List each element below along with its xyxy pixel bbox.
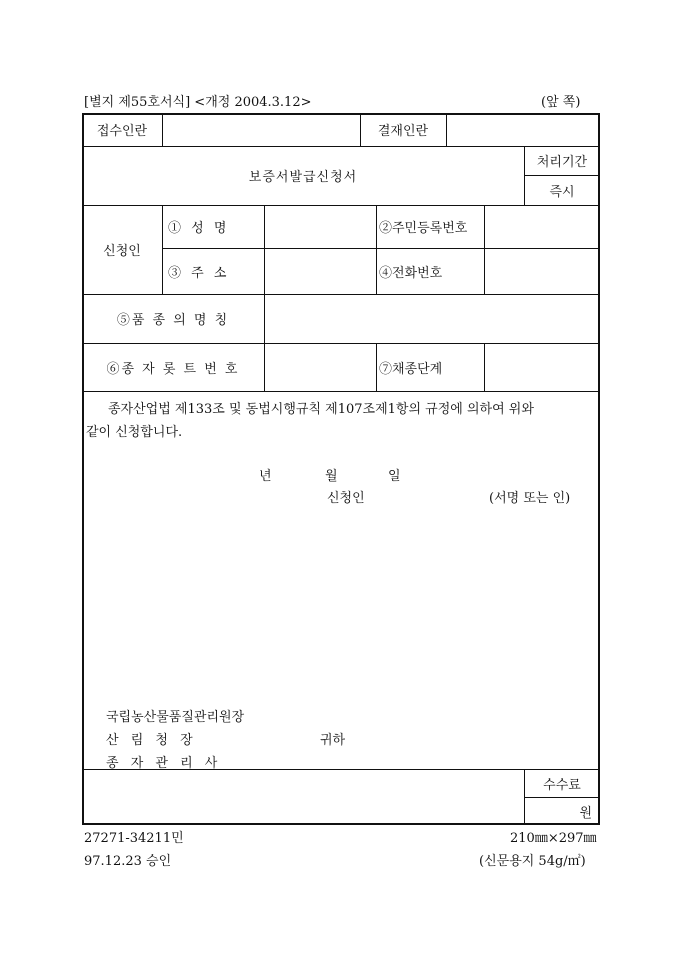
- phone-field[interactable]: [485, 249, 598, 293]
- page-side-label: (앞 쪽): [541, 95, 581, 110]
- name-label: ① 성 명: [168, 221, 230, 236]
- name-field[interactable]: [265, 206, 375, 247]
- variety-name-label: ⑤품 종 의 명 칭: [116, 313, 230, 328]
- paper-size: 210㎜×297㎜: [510, 831, 597, 846]
- resident-no-label: ②주민등록번호: [379, 221, 468, 236]
- processing-period-value: 즉시: [549, 184, 575, 200]
- fee-unit: 원: [579, 805, 592, 821]
- date-day: 일: [388, 469, 401, 484]
- statement-line-2: 같이 신청합니다.: [86, 425, 183, 440]
- form-number: [별지 제55호서식] <개정 2004.3.12>: [84, 95, 312, 110]
- form-title: 보증서발급신청서: [248, 170, 358, 185]
- receipt-field[interactable]: [163, 114, 359, 145]
- rule: [376, 205, 377, 294]
- fee-label: 수수료: [543, 777, 581, 793]
- seed-lot-label: ⑥종 자 롯 트 번 호: [106, 361, 240, 377]
- resident-no-field[interactable]: [485, 206, 598, 247]
- phone-label: ④전화번호: [379, 265, 443, 281]
- rule: [162, 205, 163, 294]
- date-year: 년: [259, 469, 272, 484]
- address-field[interactable]: [265, 249, 375, 293]
- recipient-3: 종 자 관 리 사: [106, 756, 222, 771]
- date-month: 월: [325, 469, 338, 484]
- collection-stage-field[interactable]: [485, 344, 598, 390]
- signer-label: 신청인: [327, 491, 365, 506]
- variety-name-field[interactable]: [265, 295, 598, 342]
- collection-stage-label: ⑦채종단계: [379, 361, 443, 377]
- statement-line-1: 종자산업법 제133조 및 동법시행규칙 제107조제1항의 규정에 의하여 위와: [108, 402, 534, 417]
- recipient-2: 산 림 청 장: [106, 733, 197, 748]
- address-label: ③ 주 소: [168, 265, 230, 281]
- approval-field[interactable]: [447, 114, 598, 145]
- approval-date: 97.12.23 승인: [84, 854, 172, 869]
- rule: [82, 391, 600, 392]
- processing-period-label: 처리기간: [536, 155, 588, 170]
- paper-type: (신문용지 54g/㎡): [479, 854, 586, 869]
- seed-lot-field[interactable]: [265, 344, 375, 390]
- form-code: 27271-34211민: [84, 831, 184, 846]
- honorific: 귀하: [320, 733, 346, 748]
- recipient-1: 국립농산물품질관리원장: [106, 710, 245, 725]
- applicant-label: 신청인: [103, 244, 141, 259]
- rule: [376, 343, 377, 391]
- approval-label: 결재인란: [377, 124, 429, 139]
- receipt-label: 접수인란: [96, 124, 148, 139]
- signature-note: (서명 또는 인): [489, 491, 571, 506]
